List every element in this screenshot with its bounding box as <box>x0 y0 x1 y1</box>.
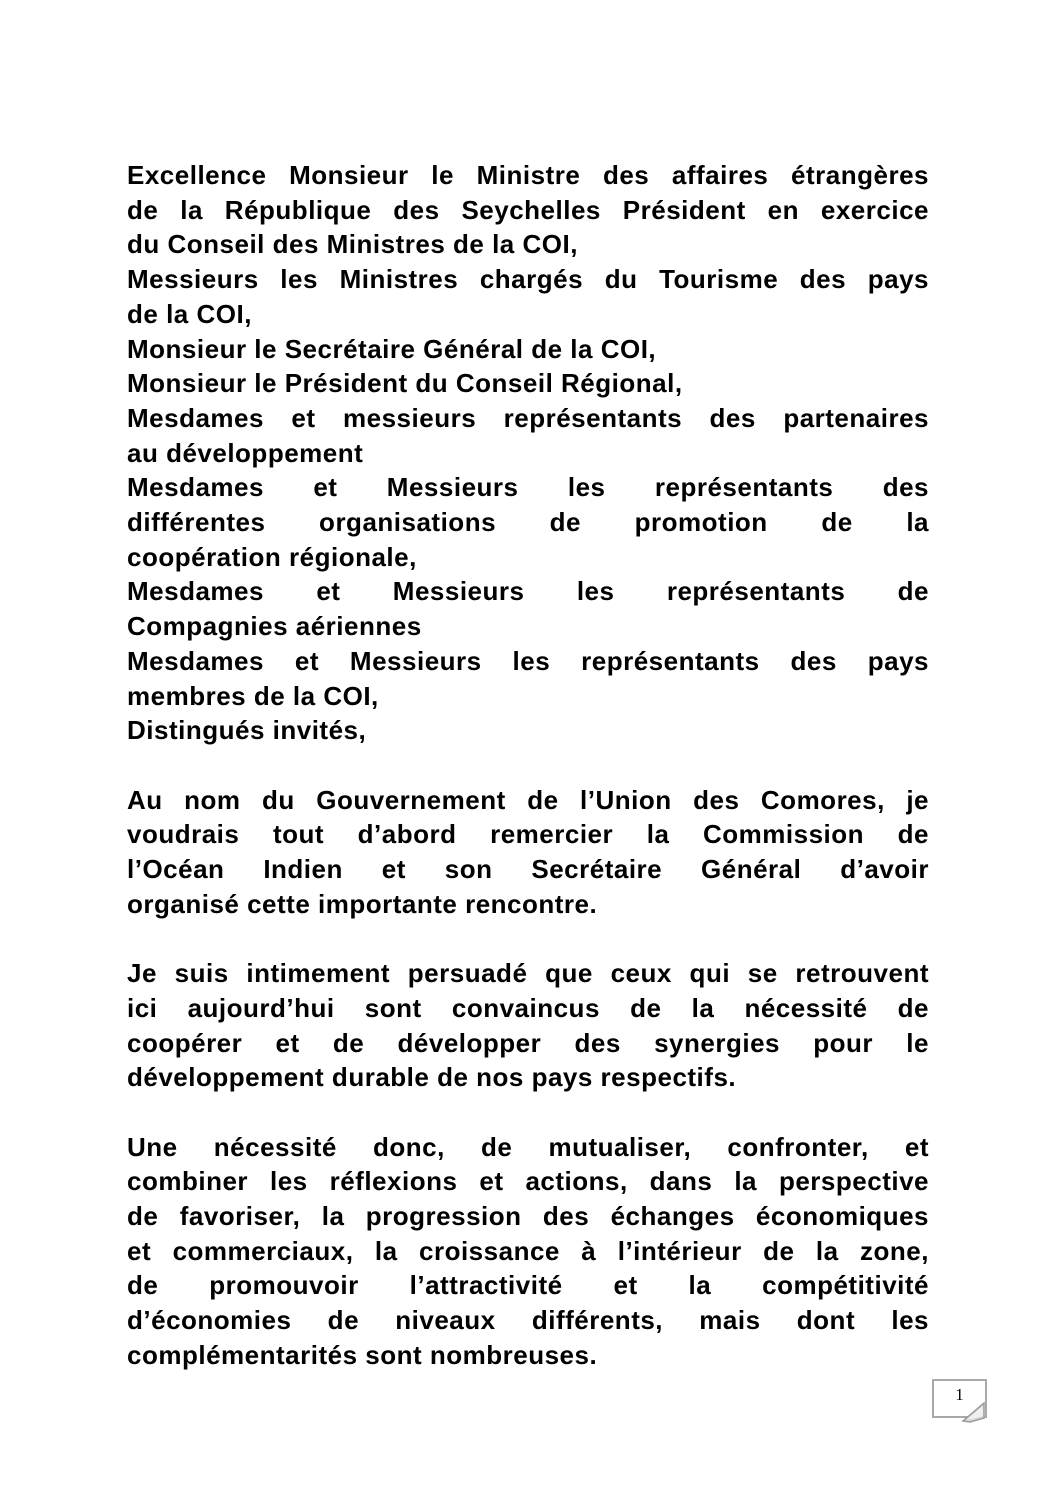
text-line: et commerciaux, la croissance à l’intérieur de la zone, <box>127 1235 929 1266</box>
text-line: de favoriser, la progression des échanges économiques <box>127 1201 929 1232</box>
text-content <box>127 158 929 1373</box>
folded-corner-icon <box>961 1399 987 1423</box>
text-line: Compagnies aériennes <box>127 611 422 642</box>
text-line: Monsieur le Secrétaire Général de la COI, <box>127 333 657 364</box>
text-line: d’économies de niveaux différents, mais dont les <box>127 1305 929 1336</box>
text-line: voudrais tout d’abord remercier la Commission de <box>127 819 929 850</box>
page-number-box <box>932 1379 987 1418</box>
text-line: Messieurs les Ministres chargés du Tourisme des pays <box>127 264 929 295</box>
text-line: Mesdames et Messieurs les représentants des pays <box>127 645 929 676</box>
text-line: Une nécessité donc, de mutualiser, confronter, et <box>127 1131 929 1162</box>
text-line: différentes organisations de promotion de la <box>127 507 929 538</box>
text-line: Mesdames et Messieurs les représentants de <box>127 576 929 607</box>
text-line: de la COI, <box>127 298 252 329</box>
text-line: au développement <box>127 437 364 468</box>
text-line: Mesdames et messieurs représentants des partenaires <box>127 402 929 433</box>
text-line: Excellence Monsieur le Ministre des affaires étrangères <box>127 160 929 190</box>
paragraph-spacer <box>127 748 929 783</box>
page-number: 1 <box>955 1385 964 1404</box>
paragraph-spacer <box>127 1095 929 1130</box>
text-line: Au nom du Gouvernement de l’Union des Comores, je <box>127 784 929 815</box>
text-line: l’Océan Indien et son Secrétaire Général d’avoir <box>127 854 929 885</box>
text-line: Distingués invités, <box>127 715 367 746</box>
text-line: de promouvoir l’attractivité et la compétitivité <box>127 1270 929 1301</box>
text-line: ici aujourd’hui sont convaincus de la nécessité de <box>127 992 929 1023</box>
text-line: Je suis intimement persuadé que ceux qui se retrouvent <box>127 958 929 989</box>
text-line: Monsieur le Président du Conseil Régional, <box>127 368 683 399</box>
text-line: coopération régionale, <box>127 541 417 572</box>
text-line: de la République des Seychelles Président en exercice <box>127 194 929 225</box>
text-line: développement durable de nos pays respectifs. <box>127 1062 737 1093</box>
text-line: coopérer et de développer des synergies pour le <box>127 1027 929 1058</box>
text-line: Mesdames et Messieurs les représentants des <box>127 472 929 503</box>
text-line: membres de la COI, <box>127 680 379 711</box>
text-line: du Conseil des Ministres de la COI, <box>127 229 578 260</box>
text-line: complémentarités sont nombreuses. <box>127 1339 598 1370</box>
text-line: combiner les réflexions et actions, dans la perspective <box>127 1166 929 1197</box>
text-line: organisé cette importante rencontre. <box>127 888 598 919</box>
paragraph-spacer <box>127 921 929 956</box>
